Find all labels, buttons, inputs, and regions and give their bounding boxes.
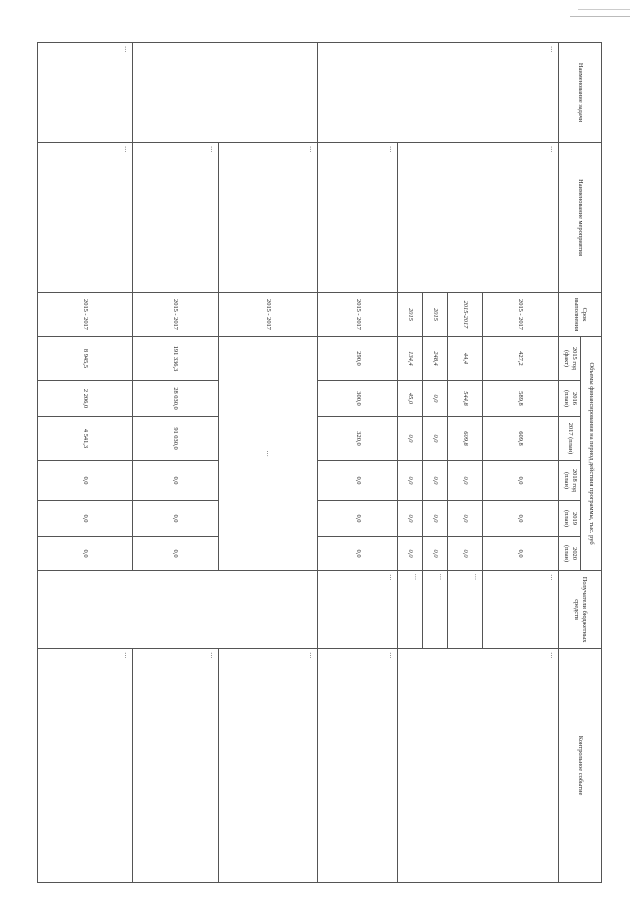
cell-recipient: … xyxy=(482,571,558,649)
cell-recipient xyxy=(38,571,318,649)
header-2015: 2015 год (факт) xyxy=(558,337,581,381)
header-deadline: Срок выполнения xyxy=(558,293,601,337)
cell-2015: 427,2 xyxy=(482,337,558,381)
cell-task: … xyxy=(318,43,559,143)
header-recipient: Получатели бюджетных средств xyxy=(558,571,601,649)
cell-recipient: … xyxy=(398,571,423,649)
table-row xyxy=(219,43,318,883)
cell-2018: 0,0 xyxy=(132,461,218,501)
cell-deadline: 2015 - 2017 xyxy=(132,293,218,337)
cell-2017: 0,0 xyxy=(422,417,447,461)
cell-2019: 0,0 xyxy=(398,501,423,537)
cell-2020: 0,0 xyxy=(482,537,558,571)
cell-2016: 45,0 xyxy=(398,381,423,417)
cell-2020: 0,0 xyxy=(132,537,218,571)
header-activity: Наименование мероприятия xyxy=(558,143,601,293)
cell-2020: 0,0 xyxy=(38,537,133,571)
cell-2017: 4 541,3 xyxy=(38,417,133,461)
cell-activity: … xyxy=(38,143,133,293)
header-funding-group: Объемы финансирования на период действия программы, тыс. руб xyxy=(581,337,602,571)
cell-2020: 0,0 xyxy=(318,537,398,571)
header-kpi: Контрольное событие xyxy=(558,649,601,883)
cell-2019: 0,0 xyxy=(318,501,398,537)
cell-2017: 0,0 xyxy=(398,417,423,461)
cell-2015: 191 336,3 xyxy=(132,337,218,381)
cell-2017: 320,0 xyxy=(318,417,398,461)
cell-activity: … xyxy=(132,143,218,293)
cell-deadline: 2015 - 2017 xyxy=(318,293,398,337)
cell-2017: 91 030,0 xyxy=(132,417,218,461)
cell-2019: 0,0 xyxy=(38,501,133,537)
cell-deadline: 2015 - 2017 xyxy=(38,293,133,337)
cell-2016: 2 206,0 xyxy=(38,381,133,417)
cell-2015: 8 945,5 xyxy=(38,337,133,381)
cell-2019: 0,0 xyxy=(422,501,447,537)
cell-recipient: … xyxy=(447,571,482,649)
cell-deadline: 2015 xyxy=(422,293,447,337)
cell-2016: 300,0 xyxy=(318,381,398,417)
cell-deadline: 2015-2017 xyxy=(447,293,482,337)
cell-2019: 0,0 xyxy=(447,501,482,537)
cell-2016: 589,8 xyxy=(482,381,558,417)
program-table xyxy=(37,42,602,883)
document-sheet xyxy=(37,42,602,882)
header-2019: 2019 (план) xyxy=(558,501,581,537)
cell-activity: … xyxy=(219,143,318,293)
header-2018: 2018 год (план) xyxy=(558,461,581,501)
cell-2020: 0,0 xyxy=(422,537,447,571)
cell-2015: 248,4 xyxy=(422,337,447,381)
cell-2015: 44,4 xyxy=(447,337,482,381)
cell-deadline: 2015 - 2017 xyxy=(219,293,318,337)
header-row-1 xyxy=(581,43,602,883)
table-row xyxy=(482,43,558,883)
cell-merged-funding: … xyxy=(219,337,318,571)
table-row xyxy=(38,43,133,883)
cell-deadline: 2015 xyxy=(398,293,423,337)
cell-2018: 0,0 xyxy=(398,461,423,501)
cell-kpi: … xyxy=(219,649,318,883)
cell-recipient: … xyxy=(422,571,447,649)
cell-2019: 0,0 xyxy=(482,501,558,537)
table-row xyxy=(318,43,398,883)
cell-task: … xyxy=(38,43,133,143)
cell-2019: 0,0 xyxy=(132,501,218,537)
cell-2020: 0,0 xyxy=(398,537,423,571)
cell-2018: 0,0 xyxy=(422,461,447,501)
cell-2018: 0,0 xyxy=(447,461,482,501)
cell-2016: 544,8 xyxy=(447,381,482,417)
cell-activity: … xyxy=(398,143,559,293)
cell-2018: 0,0 xyxy=(318,461,398,501)
cell-kpi: … xyxy=(38,649,133,883)
cell-kpi: … xyxy=(132,649,218,883)
cell-2018: 0,0 xyxy=(482,461,558,501)
cell-deadline: 2015 - 2017 xyxy=(482,293,558,337)
header-2017: 2017 (план) xyxy=(558,417,581,461)
cell-2015: 134,4 xyxy=(398,337,423,381)
header-2016: 2016 (план) xyxy=(558,381,581,417)
header-task: Наименование задачи xyxy=(558,43,601,143)
cell-recipient: … xyxy=(318,571,398,649)
table-row xyxy=(132,43,218,883)
cell-2017: 609,8 xyxy=(482,417,558,461)
cell-activity: … xyxy=(318,143,398,293)
cell-kpi: … xyxy=(318,649,398,883)
cell-2015: 290,0 xyxy=(318,337,398,381)
cell-2018: 0,0 xyxy=(38,461,133,501)
corner-mark xyxy=(570,6,630,17)
cell-2017: 609,8 xyxy=(447,417,482,461)
cell-2016: 0,0 xyxy=(422,381,447,417)
cell-2020: 0,0 xyxy=(447,537,482,571)
header-2020: 2020 (план) xyxy=(558,537,581,571)
cell-task xyxy=(132,43,317,143)
cell-2016: 28 030,0 xyxy=(132,381,218,417)
cell-kpi: … xyxy=(398,649,559,883)
